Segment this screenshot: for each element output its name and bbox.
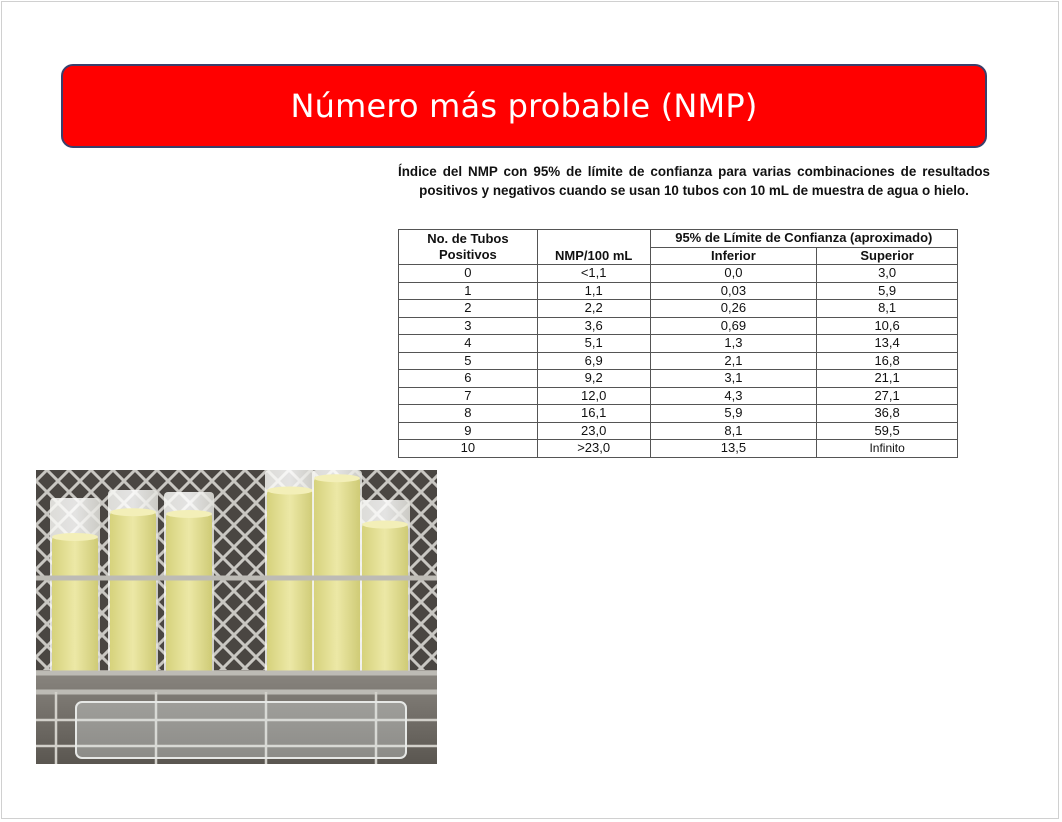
broth-meniscus bbox=[110, 508, 156, 516]
cell-upper: 10,6 bbox=[817, 317, 958, 335]
cell-nmp: 2,2 bbox=[537, 300, 650, 318]
table-row bbox=[399, 335, 958, 353]
nmp-table-body bbox=[399, 265, 958, 458]
cell-upper: Infinito bbox=[817, 440, 958, 458]
table-row bbox=[399, 265, 958, 283]
table-row bbox=[399, 317, 958, 335]
cell-nmp: 16,1 bbox=[537, 405, 650, 423]
cell-tubes: 6 bbox=[399, 370, 538, 388]
glass-tray bbox=[76, 702, 406, 758]
cell-tubes: 10 bbox=[399, 440, 538, 458]
cell-tubes: 7 bbox=[399, 387, 538, 405]
cell-upper: 8,1 bbox=[817, 300, 958, 318]
cell-lower: 4,3 bbox=[650, 387, 817, 405]
cell-lower: 0,26 bbox=[650, 300, 817, 318]
cell-upper: 36,8 bbox=[817, 405, 958, 423]
broth-meniscus bbox=[362, 521, 408, 529]
cell-lower: 0,69 bbox=[650, 317, 817, 335]
cell-lower: 0,03 bbox=[650, 282, 817, 300]
table-row bbox=[399, 405, 958, 423]
broth-level bbox=[52, 537, 98, 675]
cell-nmp: <1,1 bbox=[537, 265, 650, 283]
header-upper: Superior bbox=[817, 247, 958, 265]
cell-tubes: 3 bbox=[399, 317, 538, 335]
cell-nmp: 6,9 bbox=[537, 352, 650, 370]
cell-tubes: 9 bbox=[399, 422, 538, 440]
cell-upper: 3,0 bbox=[817, 265, 958, 283]
cell-tubes: 8 bbox=[399, 405, 538, 423]
test-tubes-photo bbox=[36, 470, 437, 764]
header-lower: Inferior bbox=[650, 247, 817, 265]
cell-lower: 5,9 bbox=[650, 405, 817, 423]
cell-nmp: >23,0 bbox=[537, 440, 650, 458]
cell-nmp: 9,2 bbox=[537, 370, 650, 388]
slide-title: Número más probable (NMP) bbox=[290, 87, 758, 125]
broth-level bbox=[166, 514, 212, 675]
broth-level bbox=[362, 525, 408, 676]
header-nmp: NMP/100 mL bbox=[537, 230, 650, 265]
cell-upper: 59,5 bbox=[817, 422, 958, 440]
cell-nmp: 3,6 bbox=[537, 317, 650, 335]
nmp-table bbox=[398, 229, 958, 458]
cell-nmp: 23,0 bbox=[537, 422, 650, 440]
cell-nmp: 1,1 bbox=[537, 282, 650, 300]
cell-tubes: 2 bbox=[399, 300, 538, 318]
broth-meniscus bbox=[166, 510, 212, 518]
cell-upper: 27,1 bbox=[817, 387, 958, 405]
broth-meniscus bbox=[314, 474, 360, 482]
cell-tubes: 4 bbox=[399, 335, 538, 353]
cell-lower: 13,5 bbox=[650, 440, 817, 458]
cell-upper: 5,9 bbox=[817, 282, 958, 300]
table-row bbox=[399, 300, 958, 318]
cell-lower: 1,3 bbox=[650, 335, 817, 353]
broth-level bbox=[110, 512, 156, 675]
table-row bbox=[399, 370, 958, 388]
cell-upper: 16,8 bbox=[817, 352, 958, 370]
cell-lower: 2,1 bbox=[650, 352, 817, 370]
table-caption: Índice del NMP con 95% de límite de confianza para varias combinaciones de resultados positivos y negativos cuando se usan 10 tubos con 10 mL de muestra de agua o hielo. bbox=[398, 164, 990, 198]
cell-upper: 13,4 bbox=[817, 335, 958, 353]
broth-meniscus bbox=[52, 533, 98, 541]
table-row bbox=[399, 440, 958, 458]
slide-title-bar bbox=[61, 64, 987, 148]
broth-level bbox=[267, 491, 313, 676]
table-row bbox=[399, 387, 958, 405]
header-tubes: No. de Tubos Positivos bbox=[399, 230, 538, 265]
cell-lower: 0,0 bbox=[650, 265, 817, 283]
cell-nmp: 12,0 bbox=[537, 387, 650, 405]
table-row bbox=[399, 282, 958, 300]
broth-meniscus bbox=[267, 487, 313, 495]
table-row bbox=[399, 422, 958, 440]
cell-tubes: 5 bbox=[399, 352, 538, 370]
cell-tubes: 1 bbox=[399, 282, 538, 300]
cell-lower: 3,1 bbox=[650, 370, 817, 388]
cell-lower: 8,1 bbox=[650, 422, 817, 440]
header-confidence: 95% de Límite de Confianza (aproximado) bbox=[650, 230, 957, 248]
cell-nmp: 5,1 bbox=[537, 335, 650, 353]
table-row bbox=[399, 352, 958, 370]
cell-upper: 21,1 bbox=[817, 370, 958, 388]
cell-tubes: 0 bbox=[399, 265, 538, 283]
